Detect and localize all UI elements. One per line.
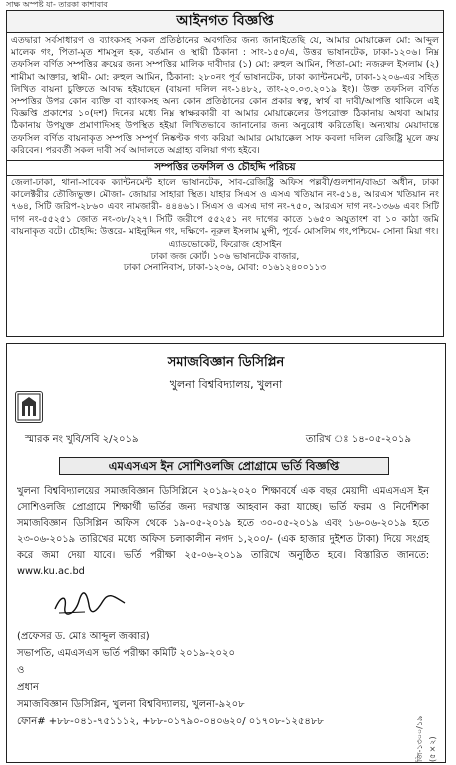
admission-body: খুলনা বিশ্ববিদ্যালয়ের সমাজবিজ্ঞান ডিসিপ্লিনে ২০১৯-২০২০ শিক্ষাবর্ষে এক বছর মেয়াদী এমএসএস ইন সোশিওলজি প্রোগ্রামে শিক্ষার্থী ভর্তির জন্য দরখাস্ত আহবান করা যাচ্ছে। ভর্তি ফরম ও নির্দেশিকা সমাজবিজ্ঞান ডিসিপ্লিন অফিস থেকে ১৯-০৫-২০১৯ হতে ৩০-০৫-২০১৯ এবং ১৬-০৬-২০১৯ হতে ২৩-০৬-২০১৯ তারিখের মধ্যে অফিস চলাকালীন নগদ ১,২০০/- (এক হাজার দুইশত টাকা) দিয়ে সংগ্রহ করে জমা দেয়া যাবে। ভর্তি পরীক্ষা ২৫-০৬-২০১৯ তারিখে অনুষ্ঠিত হবে। বিস্তারিত জানতে: www.ku.ac.bd (17, 486, 429, 577)
advocate-signature-block (11, 240, 439, 275)
property-schedule-heading: সম্পত্তির তফসিল ও চৌহদ্দি পরিচয় (7, 160, 443, 176)
advocate-address: ঢাকা জজ কোর্ট। ১০৬ ভাষানটেক বাজার, (150, 251, 300, 262)
signatory-conjunction: ও (17, 665, 25, 676)
department-address: সমাজবিজ্ঞান ডিসিপ্লিন, খুলনা বিশ্ববিদ্যালয়, খুলনা-৯২০৮ (17, 699, 245, 710)
legal-notice (6, 10, 444, 337)
admission-notice-header (7, 344, 445, 402)
cut-off-header: সাক্ষ অস্পষ্ট যা- তারকা কাশাবাব (6, 0, 108, 9)
legal-notice-title: আইনগত বিজ্ঞপ্তি (7, 11, 443, 33)
handwritten-signature-icon (51, 589, 131, 619)
university-logo-icon (15, 391, 43, 423)
advocate-name: এ্যাডভোকেট, ফিরোজ হোসাইন (168, 240, 282, 251)
admission-notice (6, 343, 446, 763)
admission-signatory-block (17, 628, 427, 730)
signatory-head-label: প্রধান (17, 682, 39, 693)
legal-notice-body (7, 33, 443, 275)
contact-phone: ফোন# +৮৮-০৪১-৭৫১১১২, +৮৮-০১৭৯০-০৪০৬২০/ ০১৭০৮-১২৫৪৮৮ (17, 716, 324, 727)
signatory-name: (প্রফেসর ড. মোঃ আব্দুল জব্বার) (17, 631, 150, 642)
notice-date: তারিখ ঃ ১৪-০৫-২০১৯ (305, 434, 411, 445)
university-name: খুলনা বিশ্ববিদ্যালয়, খুলনা (169, 378, 283, 391)
publication-code: জি-১৩০০/১৯ (৫×২) (415, 715, 437, 762)
admission-headline: এমএসএস ইন সোশিওলজি প্রোগ্রামে ভর্তি বিজ্ঞপ্তি (59, 457, 389, 475)
memo-number: স্মারক নং খুবি/সবি ২/২০১৯ (25, 434, 139, 445)
legal-notice-paragraph: এতদ্বারা সর্বসাধারণ ও ব্যাংকসহ সকল প্রতিষ্ঠানের অবগতির জন্য জানাইতেছি যে, আমার মোয়াক্কেল মো: আব্দুল মালেক গং, পিতা-মৃত শামসুল হক, বর্তমান ও স্থায়ী ঠিকানা : সাং-১৫০/এ, উত্তর ভাষানটেক, ঢাকা-১২০৬। নিম্ন তফসিল বর্ণিত সম্পত্তির ক্রয়ের জন্য সম্পত্তির মালিক দাবীদার (১) মো: রুহুল আমিন, পিতা-মো: নজরুল ইসলাম (২) শামীমা আক্তার, স্বামী- মো: রুহুল আমিন, ঠিকানা: ২৮০নং পূর্ব ভাষানটেক, ঢাকা ক্যান্টনমেন্ট, ঢাকা-১২০৬-এর সহিত লিখিত বায়না চুক্তিতে আবদ্ধ হইয়াছেন (বায়না দলিল নং-১৪৮২, তাং-২০.০৩.২০১৯ ইং)। উক্ত তফসিল বর্ণিত সম্পত্তির উপর কোন ব্যক্তি বা ব্যাংকসহ অন্য কোন প্রতিষ্ঠানের কোন প্রকার স্বত্ব, স্বার্থ বা দাবী/আপত্তি থাকিলে এই বিজ্ঞপ্তি প্রকাশের ১০(দশ) দিনের মধ্যে নিম্ন স্বাক্ষরকারী বা আমার মোয়াক্কেলের উপরোক্ত ঠিকানায় অথবা আমার ঠিকানায় উপযুক্ত প্রমাণাদিসহ উপস্থিত হইয়া লিখিতভাবে জানানোর জন্য অনুরোধ করিতেছি। অন্যথায় মেয়াদান্তে তফসিল বর্ণিত বায়নাকৃত সম্পত্তি সম্পূর্ণ নিষ্কণ্টক গণ্য করিয়া আমার মোয়াক্কেল সাফ কবলা দলিল রেজিষ্ট্রি মূলে ক্রয় করিবেন। পরবর্তী সকল দাবী সর্ব আদালতে অগ্রাহ্য বলিয়া গণ্য হইবে। (11, 35, 439, 156)
signatory-role: সভাপতি, এমএসএস ভর্তি পরীক্ষা কমিটি ২০১৯-২০২০ (17, 648, 236, 659)
department-name: সমাজবিজ্ঞান ডিসিপ্লিন (167, 355, 285, 370)
advocate-contact: ঢাকা সেনানিবাস, ঢাকা-১২০৬, মোবা: ০১৬১২৪০০১১৩ (123, 263, 327, 274)
property-schedule-paragraph: জেলা-ঢাকা, থানা-সাবেক ক্যান্টনমেন্ট হালে ভাষানটেক, সাব-রেজিষ্ট্রি অফিস পল্লবী/গুলশান/বাড্ডা অধীন, ঢাকা কালেক্টরীর তৌজিভুক্ত। মৌজা- জোয়ার সাহারা স্থিত। যাহার সিএস ও এসএ খতিয়ান নং-৫১৪, আরএস খতিয়ান নং ৭৬৪, সিটি জরিপ-২৮৬০ এবং নামজারী- ৪৪৪৬১। সিএস ও এসএ দাগ নং-৭৫০, আরএস দাগ নং-১৩৬৬ এবং সিটি দাগ নং-৫৫২৫১ জোত নং-৩৮/২২৭। সিটি জরীপে ৫৫২৫১ নং দাগের কাতে ১৬৫০ অযুতাংশ বা ১০ কাঠা জমি বায়নাকৃত বটে। চৌহদ্দি: উত্তরে- মাইনুদ্দিন গং, দক্ষিণে- নূরুল ইসলাম মুন্সী, পূর্বে- মোসলিম গং,পশ্চিমে- সোনা মিয়া গং। (11, 177, 439, 237)
